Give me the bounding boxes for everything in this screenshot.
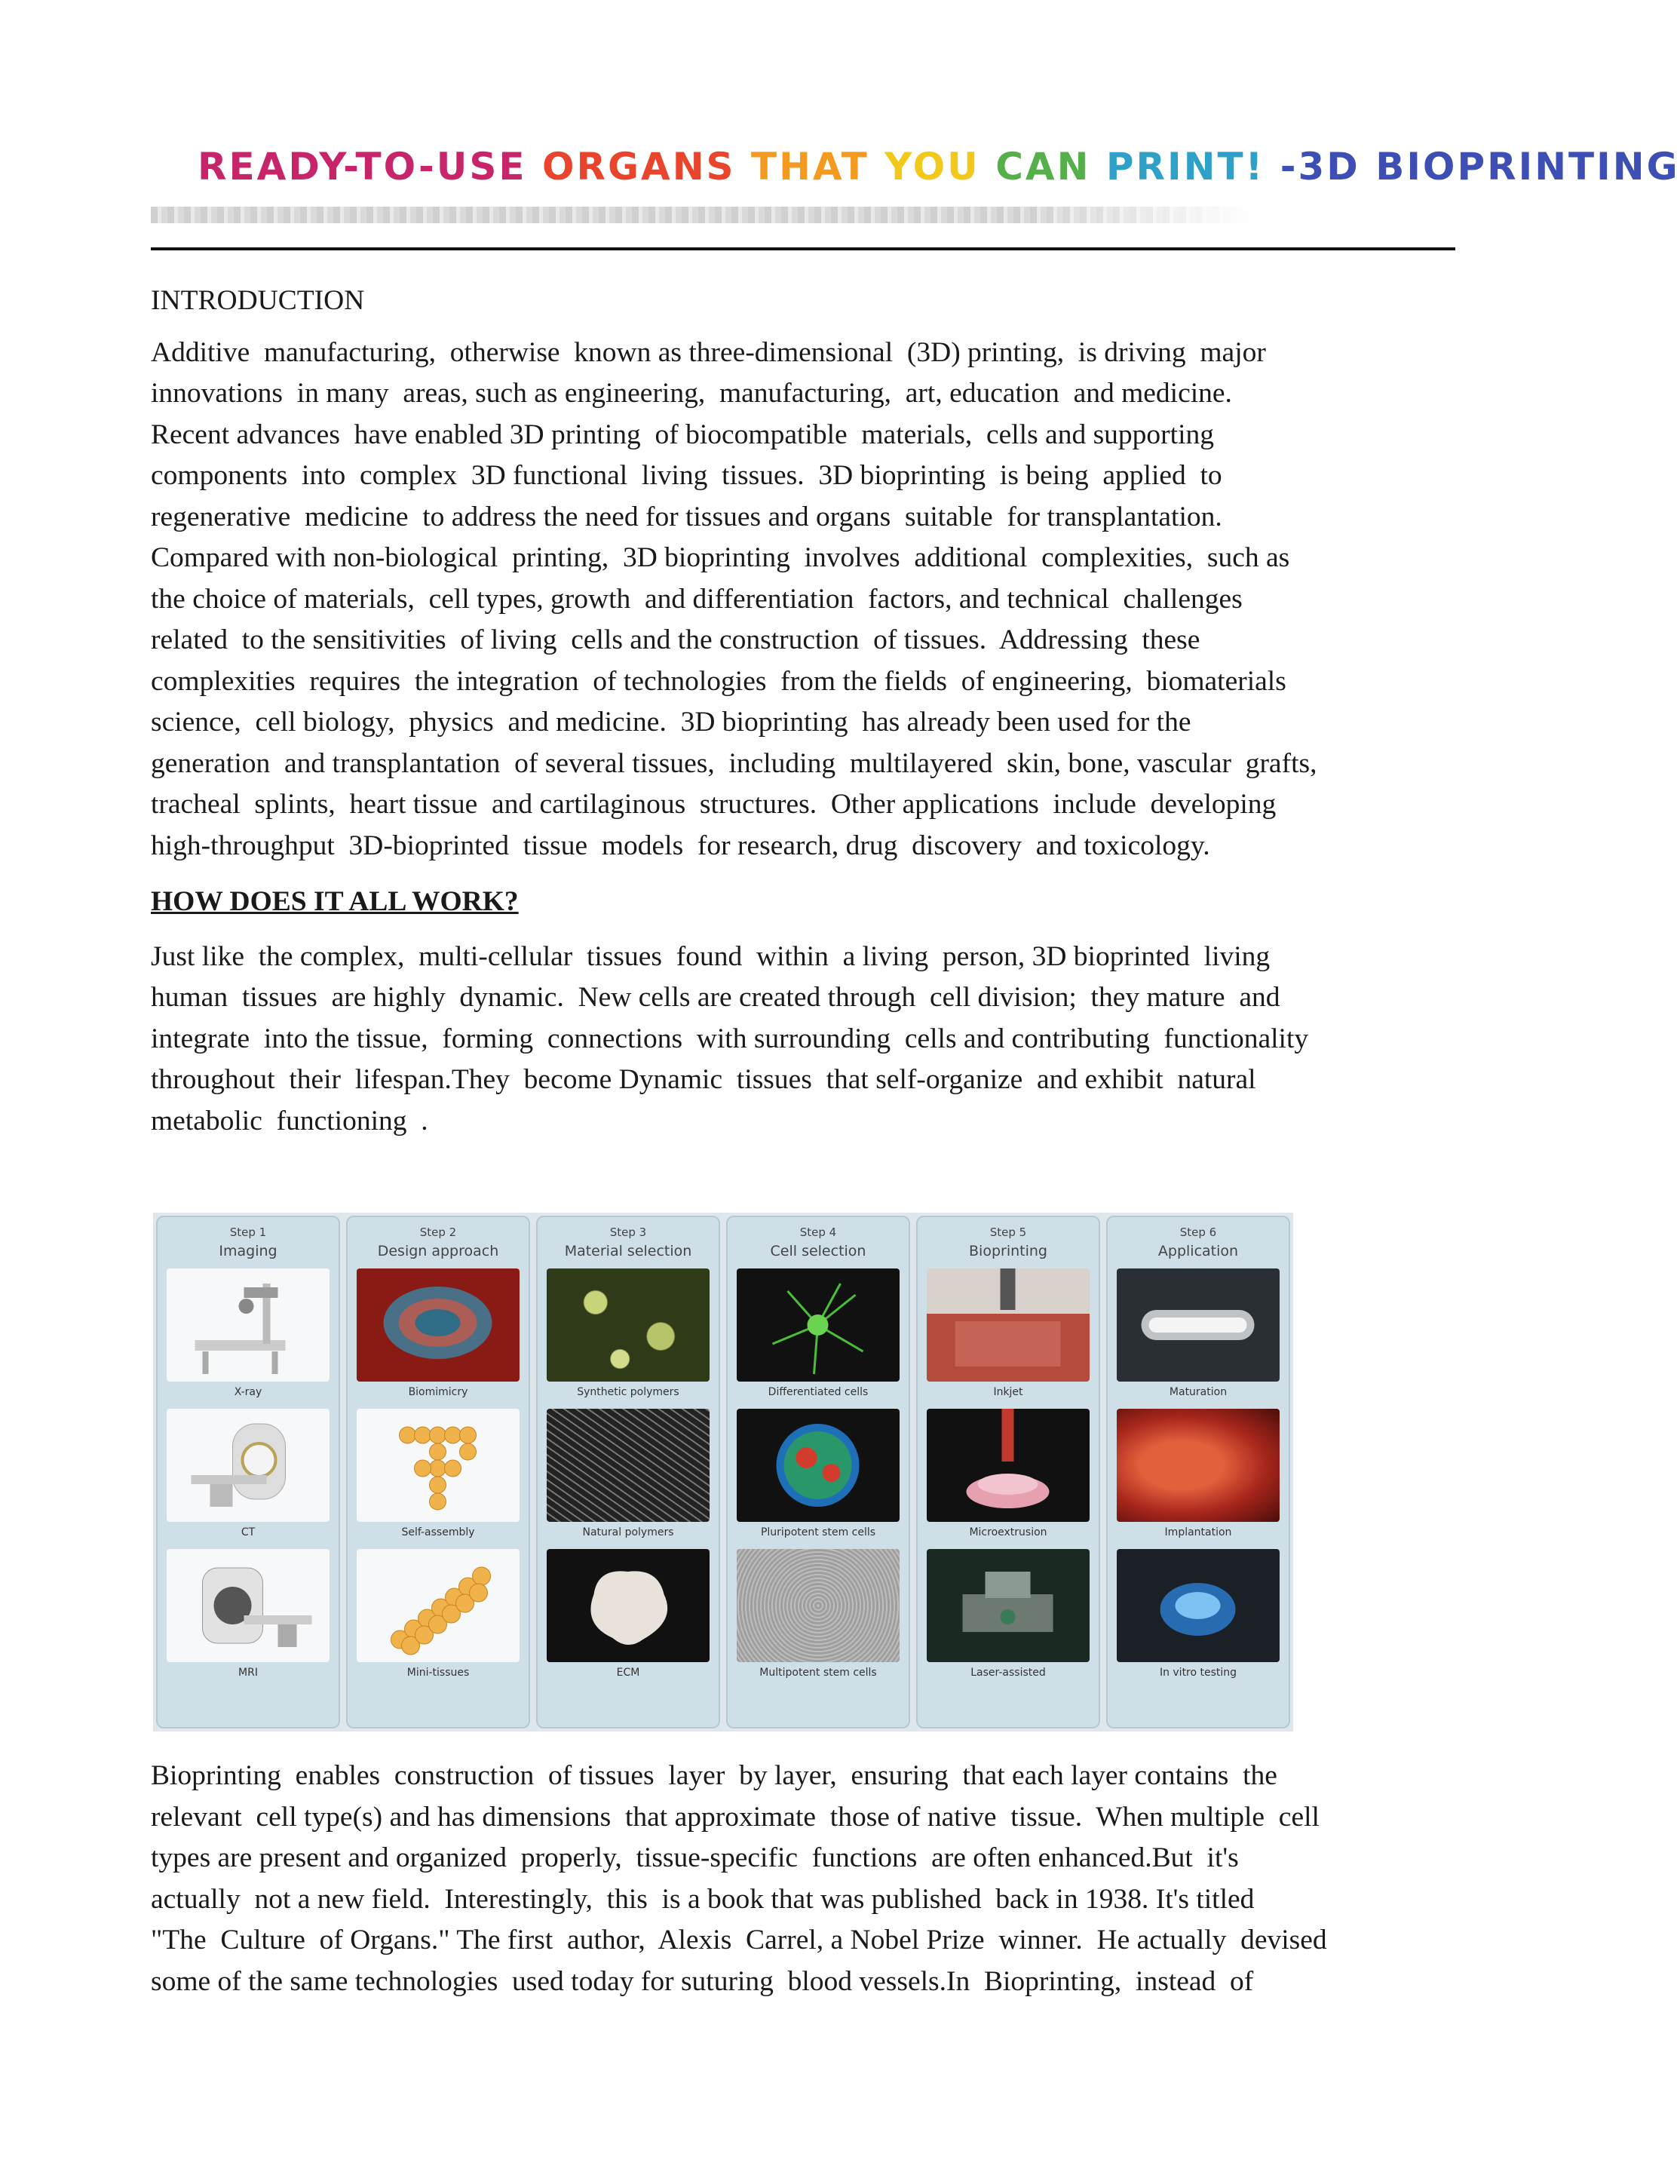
text-line: related to the sensitivities of living cells and the construction of tissues. Addressing these [151,624,1200,655]
title-segment: -3D BIOPRINTING [1280,145,1680,189]
figure-panel [924,1409,1093,1543]
synthetic-polymers-image [547,1268,709,1382]
figure-panel [544,1268,713,1403]
figure-panel [544,1549,713,1683]
text-line: science, cell biology, physics and medicine. 3D bioprinting has already been used for the [151,707,1191,738]
text-line: innovations in many areas, such as engineering, manufacturing, art, education and medicine. [151,378,1232,409]
mini-tissues-image [357,1549,519,1662]
figure-panel [924,1268,1093,1403]
text-line: actually not a new field. Interestingly, this is a book that was published back in 1938. It's titled [151,1883,1255,1915]
text-line: high-throughput 3D-bioprinted tissue models for research, drug discovery and toxicology. [151,830,1210,861]
figure-panel [164,1549,333,1683]
step-number: Step 5 [989,1225,1027,1239]
figure-panel [734,1409,903,1543]
figure-panel [1114,1409,1283,1543]
figure-panel [354,1268,523,1403]
figure-panel [164,1268,333,1403]
figure-panel [734,1268,903,1403]
bioprinting-steps-figure [153,1213,1293,1732]
biomimicry-image [357,1268,519,1382]
figure-panel [734,1549,903,1683]
step-number: Step 2 [419,1225,457,1239]
panel-caption: Biomimicry [408,1386,468,1398]
panel-caption: X-ray [234,1386,262,1398]
panel-caption: Differentiated cells [768,1386,869,1398]
panel-caption: Pluripotent stem cells [760,1526,876,1538]
text-line: relevant cell type(s) and has dimensions that approximate those of native tissue. When multiple cell [151,1801,1320,1833]
laser-assisted-image [927,1549,1089,1662]
text-line: generation and transplantation of several tissues, including multilayered skin, bone, vascular grafts, [151,747,1317,779]
text-line: types are present and organized properly, tissue-specific functions are often enhanced.But it's [151,1842,1239,1873]
title-segment: CAN [995,145,1106,189]
page-title [198,140,1680,193]
natural-polymers-image [547,1409,709,1522]
step-name: Design approach [377,1243,499,1259]
text-line: Additive manufacturing, otherwise known as three-dimensional (3D) printing, is driving major [151,336,1266,368]
text-line: Bioprinting enables construction of tissues layer by layer, ensuring that each layer contains the [151,1760,1277,1791]
step-number: Step 1 [229,1225,267,1239]
how-it-works-paragraph [151,937,1433,1143]
step-number: Step 6 [1179,1225,1217,1239]
text-line: some of the same technologies used today for suturing blood vessels.In Bioprinting, instead of [151,1965,1254,1997]
title-reflection [151,207,1252,223]
text-line: complexities requires the integration of technologies from the fields of engineering, biomaterials [151,665,1286,697]
text-line: Just like the complex, multi-cellular tissues found within a living person, 3D bioprinted living [151,940,1271,972]
multipotent-stem-cells-image [737,1549,899,1662]
text-line: human tissues are highly dynamic. New cells are created through cell division; they mature and [151,982,1280,1013]
figure-panel [164,1409,333,1543]
title-segment: ORGANS [541,145,751,189]
ecm-image [547,1549,709,1662]
panel-caption: Multipotent stem cells [759,1667,877,1679]
microextrusion-image [927,1409,1089,1522]
text-line: tracheal splints, heart tissue and cartilaginous structures. Other applications include developing [151,789,1277,820]
figure-step-application [1106,1216,1290,1728]
text-line: throughout their lifespan.They become Dynamic tissues that self-organize and exhibit natural [151,1064,1256,1095]
figure-panel [354,1409,523,1543]
figure-step-bioprinting [916,1216,1100,1728]
title-segment: PRINT! [1105,145,1280,189]
implantation-image [1117,1409,1279,1522]
mri-scanner-image [167,1549,329,1662]
text-line: the choice of materials, cell types, growth and differentiation factors, and technical challenges [151,583,1243,615]
panel-caption: In vitro testing [1159,1667,1237,1679]
document-body [151,281,1433,1157]
panel-caption: CT [241,1526,256,1538]
panel-caption: ECM [616,1667,640,1679]
title-divider [151,247,1455,250]
step-number: Step 3 [609,1225,647,1239]
text-line: components into complex 3D functional living tissues. 3D bioprinting is being applied to [151,460,1222,491]
step-name: Material selection [564,1243,692,1259]
in-vitro-testing-image [1117,1549,1279,1662]
figure-step-material-selection [536,1216,720,1728]
figure-step-cell-selection [726,1216,910,1728]
panel-caption: Laser-assisted [970,1667,1046,1679]
self-assembly-image [357,1409,519,1522]
x-ray-machine-image [167,1268,329,1382]
text-line: Recent advances have enabled 3D printing of biocompatible materials, cells and supporting [151,419,1214,450]
figure-panel [1114,1268,1283,1403]
panel-caption: Natural polymers [582,1526,674,1538]
panel-caption: Inkjet [993,1386,1023,1398]
panel-caption: MRI [238,1667,258,1679]
figure-panel [1114,1549,1283,1683]
text-line: "The Culture of Organs." The first author, Alexis Carrel, a Nobel Prize winner. He actually devised [151,1925,1327,1955]
text-line: Compared with non-biological printing, 3D bioprinting involves additional complexities, such as [151,542,1290,573]
figure-panel [354,1549,523,1683]
title-segment: YOU [884,145,996,189]
step-name: Imaging [219,1243,277,1259]
panel-caption: Microextrusion [969,1526,1047,1538]
how-it-works-heading: HOW DOES IT ALL WORK? [151,886,519,917]
ct-scanner-image [167,1409,329,1522]
title-segment: THAT [750,145,885,189]
figure-panel [924,1549,1093,1683]
panel-caption: Implantation [1164,1526,1232,1538]
panel-caption: Maturation [1169,1386,1228,1398]
text-line: regenerative medicine to address the need for tissues and organs suitable for transplantation. [151,501,1222,532]
panel-caption: Synthetic polymers [577,1386,679,1398]
panel-caption: Mini-tissues [406,1667,470,1679]
introduction-paragraph [151,333,1433,867]
differentiated-cells-image [737,1268,899,1382]
step-name: Application [1157,1243,1239,1259]
maturation-image [1117,1268,1279,1382]
panel-caption: Self-assembly [401,1526,475,1538]
introduction-heading: INTRODUCTION [151,285,365,316]
step-name: Bioprinting [969,1243,1047,1259]
step-number: Step 4 [799,1225,837,1239]
step-name: Cell selection [770,1243,866,1259]
figure-step-design-approach [346,1216,530,1728]
bioprinting-paragraph [151,1756,1433,2002]
pluripotent-stem-cells-image [737,1409,899,1522]
figure-step-imaging [156,1216,340,1728]
text-line: metabolic functioning . [151,1105,428,1136]
text-line: integrate into the tissue, forming connections with surrounding cells and contributing functionality [151,1023,1309,1054]
inkjet-image [927,1268,1089,1382]
title-segment: READY-TO-USE [198,145,542,189]
figure-panel [544,1409,713,1543]
